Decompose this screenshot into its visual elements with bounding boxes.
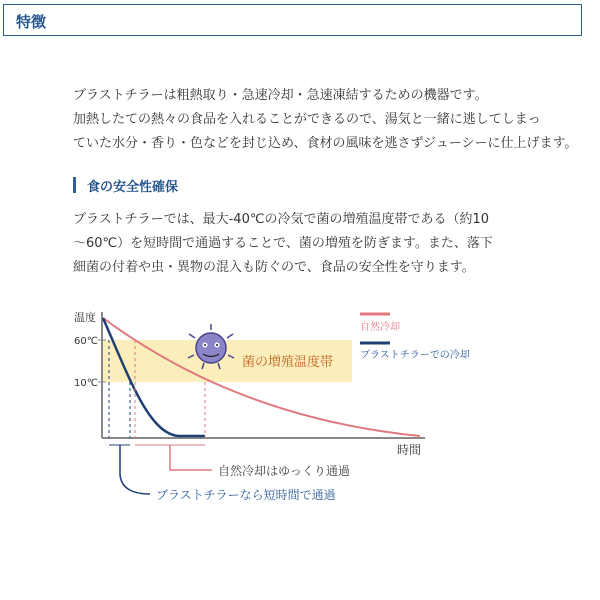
legend-natural-label: 自然冷却 — [360, 322, 400, 333]
intro-paragraph — [73, 84, 593, 156]
section-paragraph — [73, 208, 593, 280]
intro-line: 加熱したての熱々の食品を入れることができるので、湯気と一緒に逃してしまっ — [73, 112, 541, 127]
section-line: ブラストチラーでは、最大-40℃の冷気で菌の増殖温度帯である（約10 — [73, 212, 489, 227]
natural-annotation-connector — [170, 445, 212, 470]
page-title: 特徴 — [16, 13, 47, 31]
y-axis-label: 温度 — [74, 311, 96, 324]
band-label: 菌の増殖温度帯 — [242, 355, 334, 370]
cooling-chart — [0, 300, 600, 520]
legend-blast-label: ブラストチラーでの冷却 — [360, 350, 470, 361]
natural-annotation: 自然冷却はゆっくり通過 — [218, 464, 350, 478]
section-accent-bar — [73, 177, 76, 193]
intro-line: ブラストチラーは粗熱取り・急速冷却・急速凍結するための機器です。 — [73, 88, 488, 103]
section-line: 〜60℃）を短時間で通過することで、菌の増殖を防ぎます。また、落下 — [73, 236, 493, 251]
intro-line: ていた水分・香り・色などを封じ込め、食材の風味を逃さずジューシーに仕上げます。 — [73, 136, 578, 151]
blast-annotation-connector — [120, 445, 150, 494]
section-line: 細菌の付着や虫・異物の混入も防ぐので、食品の安全性を守ります。 — [73, 260, 475, 275]
y-tick-label-10: 10℃ — [74, 378, 98, 389]
section-title: 食の安全性確保 — [87, 180, 179, 195]
header-box — [3, 4, 582, 36]
x-axis-label: 時間 — [397, 443, 422, 457]
blast-annotation: ブラストチラーなら短時間で通過 — [156, 488, 336, 502]
y-tick-label-60: 60℃ — [74, 336, 98, 347]
